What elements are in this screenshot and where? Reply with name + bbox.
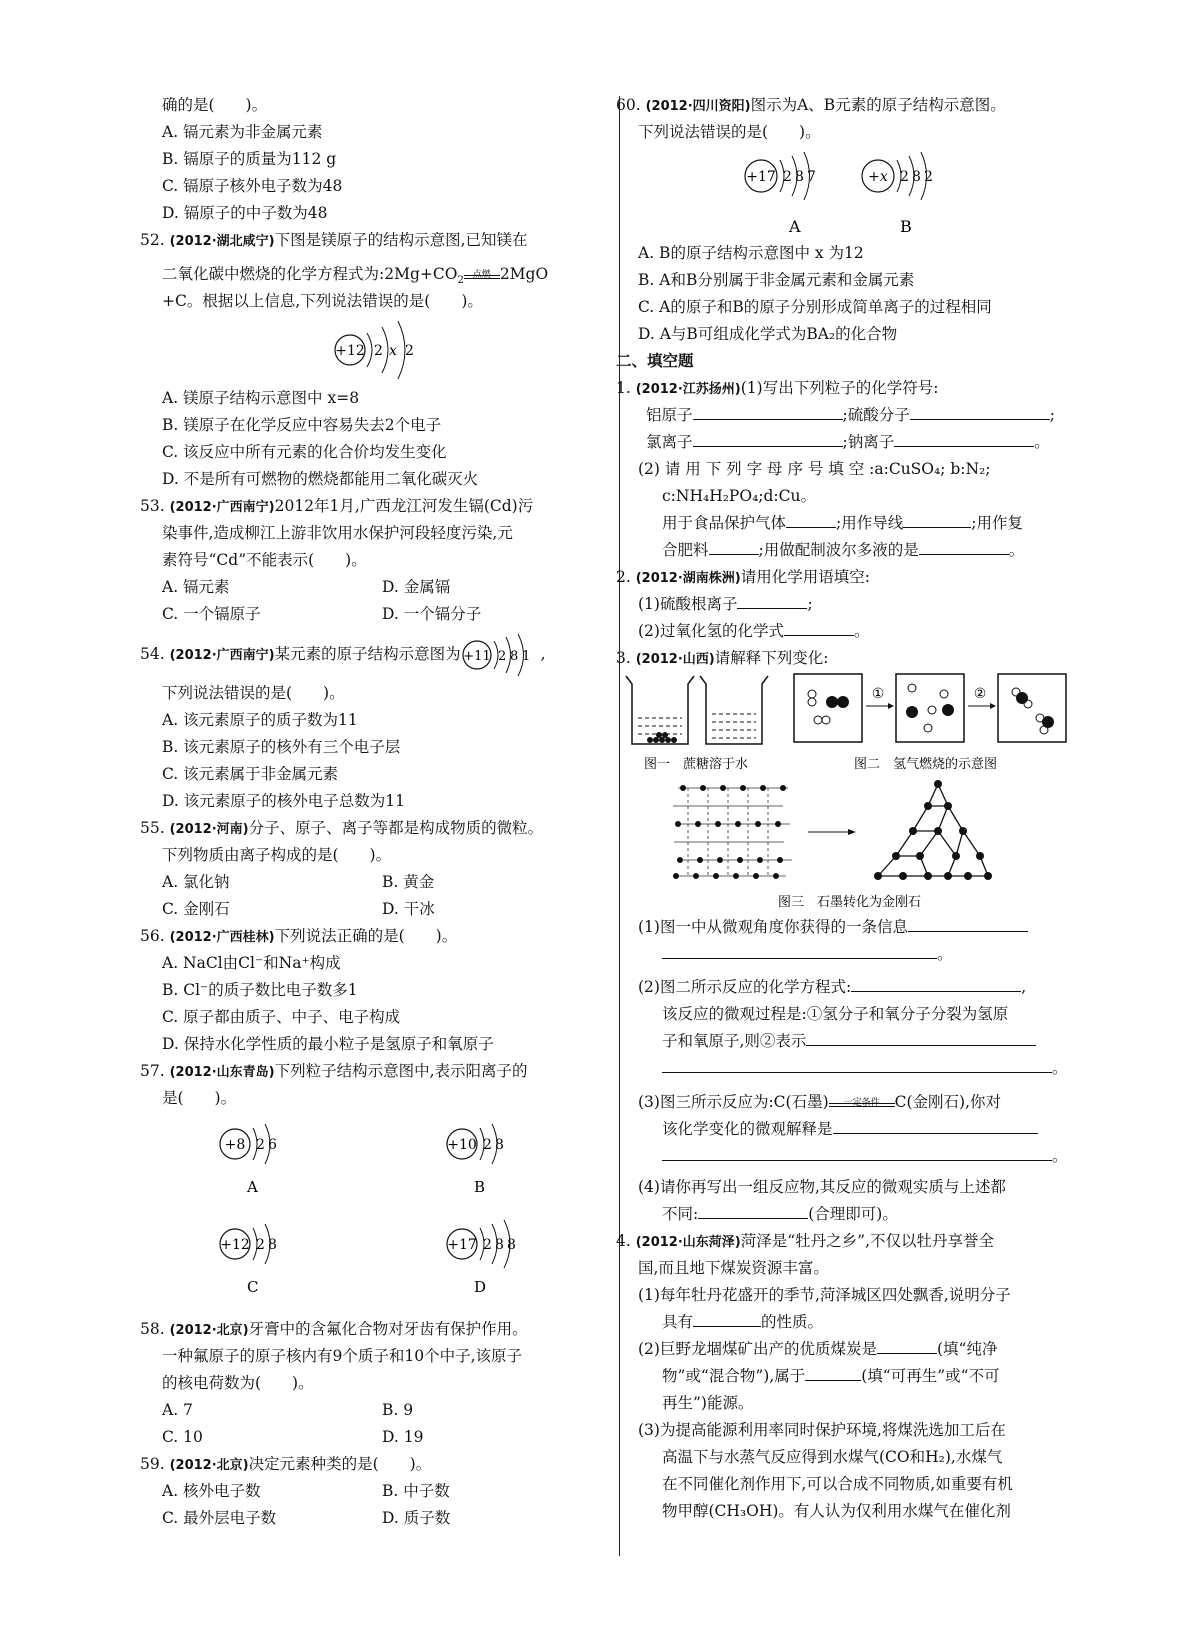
q54-option-c: C. 该元素属于非金属元素 [162,765,339,783]
f2-part1: (1)硫酸根离子 ; [638,591,1103,618]
q58-options-1: A. 7 B. 9 [162,1401,414,1419]
q51-option-a: A. 镉元素为非金属元素 [162,123,323,141]
f3-part2-line3: 子和氧原子,则②表示 [638,1028,1103,1055]
f1-stem: 1. (2012·江苏扬州)(1)写出下列粒子的化学符号: [616,379,939,397]
f4-part1-line2: 具有 的性质。 [638,1309,1103,1336]
q57-atom-a [220,1124,277,1196]
f2-part2: (2)过氧化氢的化学式 。 [638,618,1103,645]
svg-text:2: 2 [256,1237,265,1253]
svg-text:+12: +12 [220,1237,250,1253]
q57-atom-b [447,1124,504,1196]
q60-option-b: B. A和B分别属于非金属元素和金属元素 [638,271,915,289]
q52-stem: 52. (2012·湖北咸宁)下图是镁原子的结构示意图,已知镁在 [140,231,528,249]
q54-option-d: D. 该元素原子的核外电子总数为11 [162,792,405,810]
q55-options-2: C. 金刚石 D. 干冰 [162,900,435,918]
right-column [616,92,1103,1525]
f3-part1-line2: 。 [638,941,1103,968]
f4-part3-line3: 在不同催化剂作用下,可以合成不同物质,如重要有机 [662,1475,1013,1493]
q59-options-2: C. 最外层电子数 D. 质子数 [162,1509,451,1527]
f3-figure-3 [638,776,1103,910]
f4-part3-line4: 物甲醇(CH₃OH)。有人认为仅利用水煤气在催化剂 [662,1502,1011,1520]
f3-figures-1-2 [624,672,1089,772]
svg-text:②: ② [973,686,987,702]
svg-text:1: 1 [521,649,530,664]
f3-part4-line1: (4)请你再写出一组反应物,其反应的微观实质与上述都 [638,1178,1006,1196]
q60-stem-2: 下列说法错误的是( )。 [638,123,821,141]
svg-text:8: 8 [795,169,804,185]
q51-option-d: D. 镉原子的中子数为48 [162,204,328,222]
q60-atom-a [745,152,816,236]
f1-part2-line2: c:NH₄H₂PO₄;d:Cu。 [662,487,816,505]
q55-stem: 55. (2012·河南)分子、原子、离子等都是构成物质的微粒。 [140,819,544,837]
q58-stem-3: 的核电荷数为( )。 [162,1374,314,1392]
f4-stem: 4. (2012·山东菏泽)菏泽是“牡丹之乡”,不仅以牡丹享誉全 [616,1232,995,1250]
svg-text:8: 8 [912,169,921,185]
f4-part2-line3: 再生”)能源。 [662,1394,754,1412]
q57-atom-c [220,1224,277,1296]
f3-stem: 3. (2012·山西)请解释下列变化: [616,649,829,667]
column-divider [619,96,620,1556]
f2-stem: 2. (2012·湖南株洲)请用化学用语填空: [616,568,870,586]
svg-text:图一 蔗糖溶于水: 图一 蔗糖溶于水 [644,757,749,772]
q54-stem: 54. (2012·广西南宁)某元素的原子结构示意图为 +11 2 8 1 , [140,628,602,680]
q51-option-c: C. 镉原子核外电子数为48 [162,177,343,195]
q53-options-1: A. 镉元素 D. 金属镉 [162,578,451,596]
q60-option-d: D. A与B可组成化学式为BA₂的化合物 [638,325,898,343]
svg-text:+17: +17 [447,1237,477,1253]
q56-stem: 56. (2012·广西桂林)下列说法正确的是( )。 [140,927,458,945]
svg-text:2: 2 [405,343,414,359]
q54-option-b: B. 该元素原子的核外有三个电子层 [162,738,401,756]
svg-text:B: B [900,217,912,236]
q52-option-b: B. 镁原子在化学反应中容易失去2个电子 [162,416,442,434]
svg-text:8: 8 [268,1237,277,1253]
svg-text:D: D [474,1278,487,1296]
svg-text:+11: +11 [462,649,491,664]
q52-option-d: D. 不是所有可燃物的燃烧都能用二氧化碳灭火 [162,470,479,488]
svg-text:2: 2 [783,169,792,185]
f3-part1-line1: (1)图一中从微观角度你获得的一条信息 [638,914,1103,941]
svg-text:2: 2 [924,169,933,185]
q52-stem-end: +C。根据以上信息,下列说法错误的是( )。 [162,292,483,310]
beaker-figure [626,676,768,744]
q57-stem-2: 是( )。 [162,1089,237,1107]
svg-text:①: ① [871,686,885,702]
svg-text:+12: +12 [335,343,365,359]
q57-atom-diagrams [162,1112,602,1312]
q57-stem: 57. (2012·山东青岛)下列粒子结构示意图中,表示阳离子的 [140,1062,528,1080]
q58-stem-2: 一种氟原子的原子核内有9个质子和10个中子,该原子 [162,1347,523,1365]
q56-option-a: A. NaCl由Cl⁻和Na⁺构成 [162,954,341,972]
svg-text:+17: +17 [746,169,776,185]
q58-options-2: C. 10 D. 19 [162,1428,424,1446]
f3-part2-line2: 该反应的微观过程是:①氢分子和氧分子分裂为氢原 [662,1005,1009,1023]
q56-option-b: B. Cl⁻的质子数比电子数多1 [162,981,358,999]
f3-part2-line4: 。 [638,1055,1103,1082]
q58-stem: 58. (2012·北京)牙膏中的含氟化合物对牙齿有保护作用。 [140,1320,528,1338]
f4-part2-line1: (2)巨野龙堌煤矿出产的优质煤炭是 (填“纯净 [638,1336,1103,1363]
q59-options-1: A. 核外电子数 B. 中子数 [162,1482,450,1500]
svg-text:8: 8 [495,1237,504,1253]
svg-text:8: 8 [509,649,518,664]
f3-part3-line3: 。 [638,1143,1103,1170]
q53-options-2: C. 一个镉原子 D. 一个镉分子 [162,605,482,623]
f4-part3-line2: 高温下与水蒸气反应得到水煤气(CO和H₂),水煤气 [662,1448,1003,1466]
svg-text:2: 2 [497,649,506,664]
svg-text:C: C [247,1278,259,1296]
svg-text:A: A [789,217,801,236]
q55-stem-2: 下列物质由离子构成的是( )。 [162,846,392,864]
q56-option-d: D. 保持水化学性质的最小粒子是氢原子和氧原子 [162,1035,494,1053]
q59-stem: 59. (2012·北京)决定元素种类的是( )。 [140,1455,432,1473]
diamond-structure [874,780,992,880]
q54-stem-2: 下列说法错误的是( )。 [162,684,345,702]
f1-part2-line1: (2) 请 用 下 列 字 母 序 号 填 空 :a:CuSO₄; b:N₂; [638,460,991,478]
q52-option-c: C. 该反应中所有元素的化合价均发生变化 [162,443,447,461]
f1-part2-line3: 用于食品保护气体 ;用作导线 ;用作复 [638,510,1103,537]
f4-part1-line1: (1)每年牡丹花盛开的季节,菏泽城区四处飘香,说明分子 [638,1286,1011,1304]
q52-atom-diagram [162,315,602,385]
q60-atom-diagrams [638,146,1103,236]
svg-text:图二 氢气燃烧的示意图: 图二 氢气燃烧的示意图 [854,757,998,772]
svg-text:B: B [474,1178,486,1196]
q54-option-a: A. 该元素原子的质子数为11 [162,711,358,729]
q51-tail: 确的是( )。 [162,96,268,114]
svg-text:8: 8 [507,1237,516,1253]
svg-text:+10: +10 [447,1137,477,1153]
q53-stem-3: 素符号“Cd”不能表示( )。 [162,551,367,569]
section-heading-fill-blank: 二、填空题 [616,352,694,370]
q52-equation: 二氧化碳中燃烧的化学方程式为$:2Mg+CO_2$ 点燃 2MgO [162,265,549,287]
svg-text:2: 2 [483,1137,492,1153]
f3-part3-line1: (3)图三所示反应为:C(石墨) 一定条件 C(金刚石),你对 [638,1093,1002,1111]
q57-atom-d [447,1220,516,1296]
svg-text:+8: +8 [224,1137,246,1153]
f1-part2-line4: 合肥料 ;用做配制波尔多液的是 。 [638,537,1103,564]
f4-stem-2: 国,而且地下煤炭资源丰富。 [638,1259,829,1277]
f3-part2-line1: (2)图二所示反应的化学方程式: , [638,974,1103,1001]
svg-text:2: 2 [483,1237,492,1253]
svg-text:A: A [247,1178,258,1196]
f1-row-1: 铝原子 ;硫酸分子 ; [638,402,1103,429]
q60-option-c: C. A的原子和B的原子分别形成简单离子的过程相同 [638,298,992,316]
svg-text:+x: +x [868,169,888,185]
f3-part4-line2: 不同: (合理即可)。 [638,1201,1103,1228]
svg-text:x: x [389,343,397,359]
hydrogen-combustion-figure [794,674,1066,742]
svg-text:2: 2 [256,1137,265,1153]
left-column [140,92,602,1532]
svg-text:8: 8 [495,1137,504,1153]
q55-options-1: A. 氯化钠 B. 黄金 [162,873,435,891]
q54-atom-diagram [461,632,541,678]
f4-part3-line1: (3)为提高能源利用率同时保护环境,将煤洗选加工后在 [638,1421,1006,1439]
graphite-structure [673,786,792,879]
q53-stem-2: 染事件,造成柳江上游非饮用水保护河段轻度污染,元 [162,524,513,542]
f4-part2-line2: 物”或“混合物”),属于 (填“可再生”或“不可 [638,1363,1103,1390]
svg-text:2: 2 [374,343,383,359]
q51-option-b: B. 镉原子的质量为112 g [162,150,337,168]
q52-option-a: A. 镁原子结构示意图中 x=8 [162,389,360,407]
svg-text:6: 6 [268,1137,277,1153]
q60-atom-b [862,152,933,236]
q53-stem: 53. (2012·广西南宁)2012年1月,广西龙江河发生镉(Cd)污 [140,497,534,515]
q60-option-a: A. B的原子结构示意图中 x 为12 [638,244,864,262]
q56-option-c: C. 原子都由质子、中子、电子构成 [162,1008,401,1026]
q60-stem: 60. (2012·四川资阳)图示为A、B元素的原子结构示意图。 [616,96,1006,114]
svg-text:7: 7 [807,169,816,185]
svg-text:图三 石墨转化为金刚石: 图三 石墨转化为金刚石 [778,895,922,910]
svg-text:2: 2 [900,169,909,185]
f3-part3-line2: 该化学变化的微观解释是 [638,1116,1103,1143]
f1-row-2: 氯离子 ;钠离子 。 [638,429,1103,456]
